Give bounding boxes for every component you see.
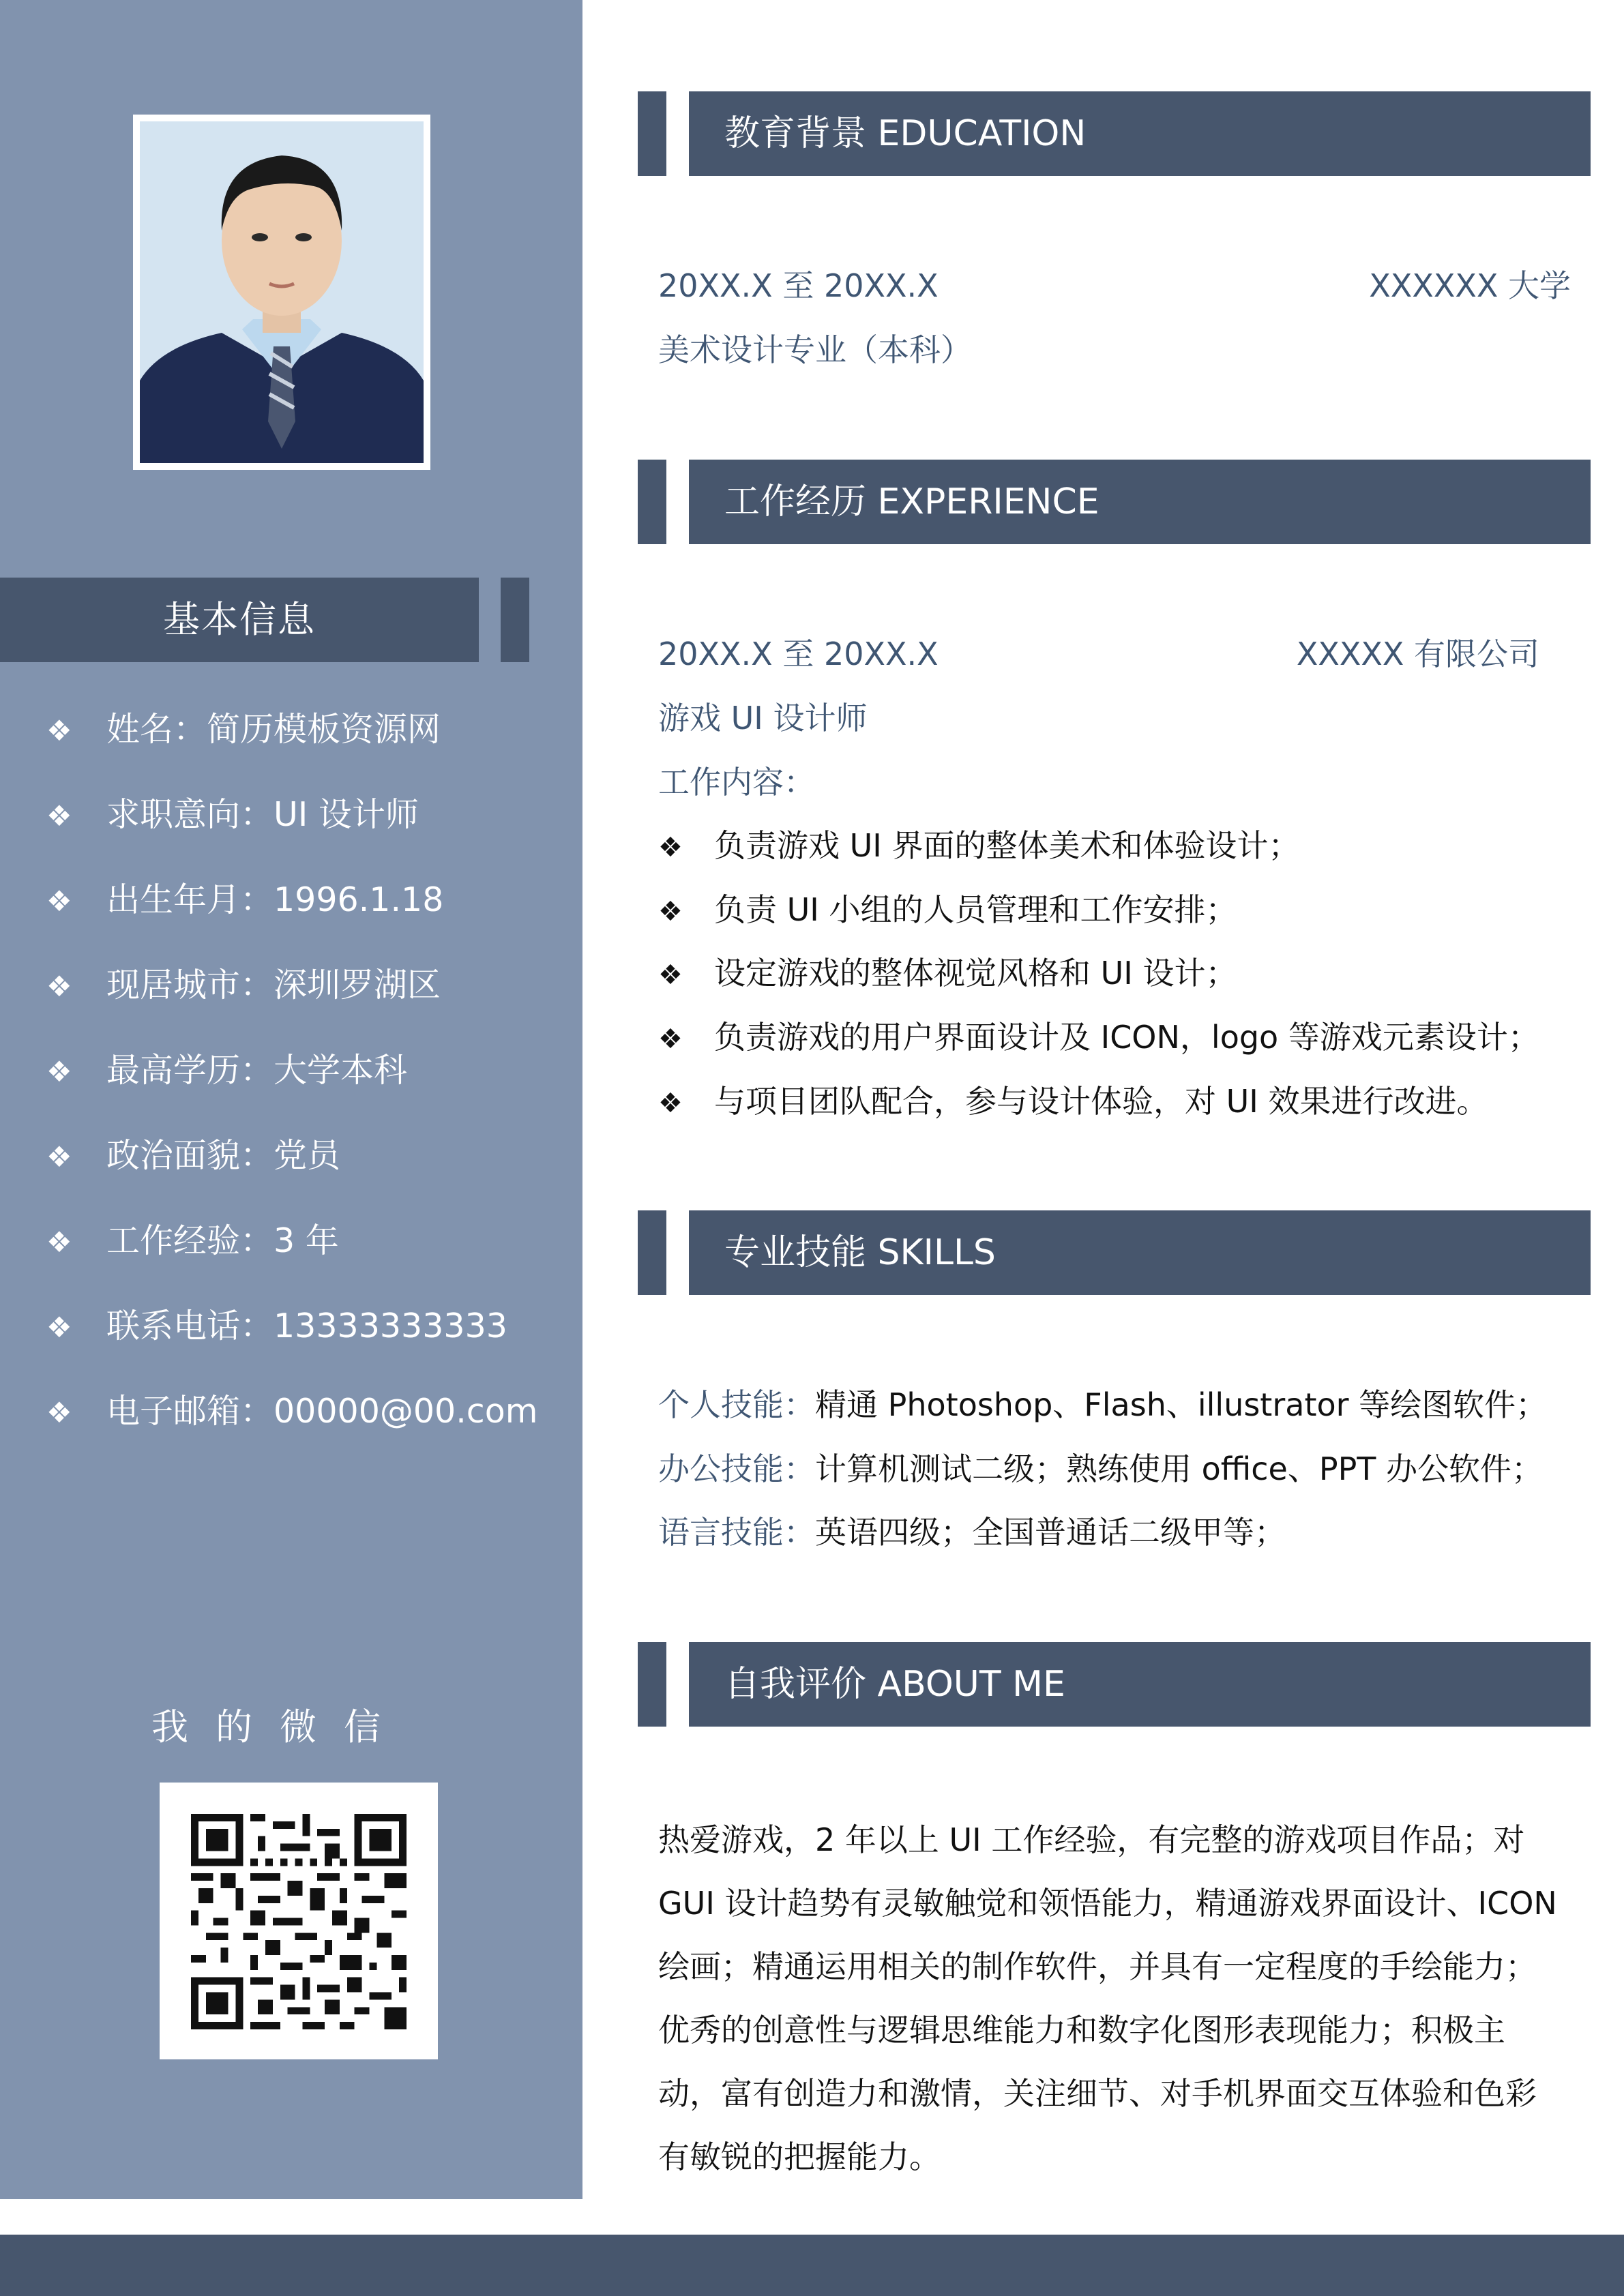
experience-period: 20XX.X 至 20XX.X [658, 636, 939, 672]
sidebar [0, 0, 582, 2199]
basic-info-header-accent [501, 578, 529, 662]
education-school: XXXXXX 大学 [1369, 267, 1571, 304]
skills-header [689, 1210, 1591, 1295]
about-header-accent [638, 1642, 666, 1727]
info-item-phone: ❖ 联系电话：13333333333 [46, 1299, 507, 1354]
about-header [689, 1642, 1591, 1727]
experience-content-label: 工作内容： [658, 764, 815, 801]
info-item-education: ❖ 最高学历：大学本科 [46, 1043, 407, 1098]
skills-title: 专业技能 SKILLS [724, 1232, 996, 1273]
diamond-bullet-icon: ❖ [46, 970, 72, 1003]
experience-item: ❖ 设定游戏的整体视觉风格和 UI 设计； [658, 949, 1237, 999]
experience-item: ❖ 负责 UI 小组的人员管理和工作安排； [658, 886, 1237, 936]
skill-item: 个人技能：精通 Photoshop、Flash、illustrator 等绘图软件； [658, 1386, 1548, 1423]
profile-photo [140, 121, 424, 463]
info-item-name: ❖ 姓名：简历模板资源网 [46, 702, 441, 757]
wechat-title: 我的微信 [151, 1705, 408, 1748]
info-item-city: ❖ 现居城市：深圳罗湖区 [46, 958, 441, 1013]
diamond-bullet-icon: ❖ [658, 832, 683, 863]
basic-info-header [0, 578, 479, 662]
experience-header [689, 460, 1591, 544]
skills-header-accent [638, 1210, 666, 1295]
diamond-bullet-icon: ❖ [46, 799, 72, 833]
about-line: 优秀的创意性与逻辑思维能力和数字化图形表现能力；积极主 [658, 2012, 1505, 2048]
basic-info-title: 基本信息 [163, 598, 316, 641]
diamond-bullet-icon: ❖ [46, 1311, 72, 1344]
diamond-bullet-icon: ❖ [46, 1225, 72, 1259]
about-line: GUI 设计趋势有灵敏触觉和领悟能力，精通游戏界面设计、ICON [658, 1885, 1557, 1922]
experience-position: 游戏 UI 设计师 [658, 700, 868, 736]
diamond-bullet-icon: ❖ [46, 1055, 72, 1088]
skill-item: 语言技能：英语四级；全国普通话二级甲等； [658, 1514, 1286, 1551]
about-line: 热爱游戏，2 年以上 UI 工作经验，有完整的游戏项目作品；对 [658, 1821, 1525, 1858]
education-header-accent [638, 91, 666, 176]
diamond-bullet-icon: ❖ [46, 1140, 72, 1174]
experience-company: XXXXX 有限公司 [1296, 636, 1539, 672]
experience-item: ❖ 负责游戏的用户界面设计及 ICON，logo 等游戏元素设计； [658, 1013, 1539, 1063]
education-title: 教育背景 EDUCATION [724, 113, 1087, 154]
diamond-bullet-icon: ❖ [46, 714, 72, 747]
footer-bar [0, 2235, 1624, 2296]
experience-title: 工作经历 EXPERIENCE [724, 481, 1099, 522]
info-item-job-intention: ❖ 求职意向：UI 设计师 [46, 788, 419, 842]
about-line: 有敏锐的把握能力。 [658, 2138, 941, 2175]
profile-photo-frame [133, 115, 430, 470]
experience-header-accent [638, 460, 666, 544]
experience-item: ❖ 负责游戏 UI 界面的整体美术和体验设计； [658, 822, 1299, 871]
about-line: 绘画；精通运用相关的制作软件，并具有一定程度的手绘能力； [658, 1948, 1537, 1985]
info-item-political: ❖ 政治面貌：党员 [46, 1129, 340, 1183]
wechat-qr-code [160, 1783, 438, 2059]
education-major: 美术设计专业（本科） [658, 331, 972, 368]
skill-item: 办公技能：计算机测试二级；熟练使用 office、PPT 办公软件； [658, 1450, 1544, 1487]
diamond-bullet-icon: ❖ [658, 959, 683, 991]
education-period: 20XX.X 至 20XX.X [658, 267, 939, 304]
diamond-bullet-icon: ❖ [658, 896, 683, 927]
info-item-email: ❖ 电子邮箱：00000@00.com [46, 1384, 537, 1439]
experience-item: ❖ 与项目团队配合，参与设计体验，对 UI 效果进行改进。 [658, 1077, 1488, 1127]
about-paragraph [658, 1808, 1576, 2189]
diamond-bullet-icon: ❖ [46, 1396, 72, 1429]
info-item-experience: ❖ 工作经验：3 年 [46, 1214, 339, 1268]
diamond-bullet-icon: ❖ [658, 1024, 683, 1055]
diamond-bullet-icon: ❖ [658, 1088, 683, 1119]
about-title: 自我评价 ABOUT ME [724, 1664, 1065, 1705]
diamond-bullet-icon: ❖ [46, 884, 72, 918]
info-item-birth: ❖ 出生年月：1996.1.18 [46, 873, 443, 927]
about-line: 动，富有创造力和激情，关注细节、对手机界面交互体验和色彩 [658, 2075, 1537, 2112]
education-header [689, 91, 1591, 176]
